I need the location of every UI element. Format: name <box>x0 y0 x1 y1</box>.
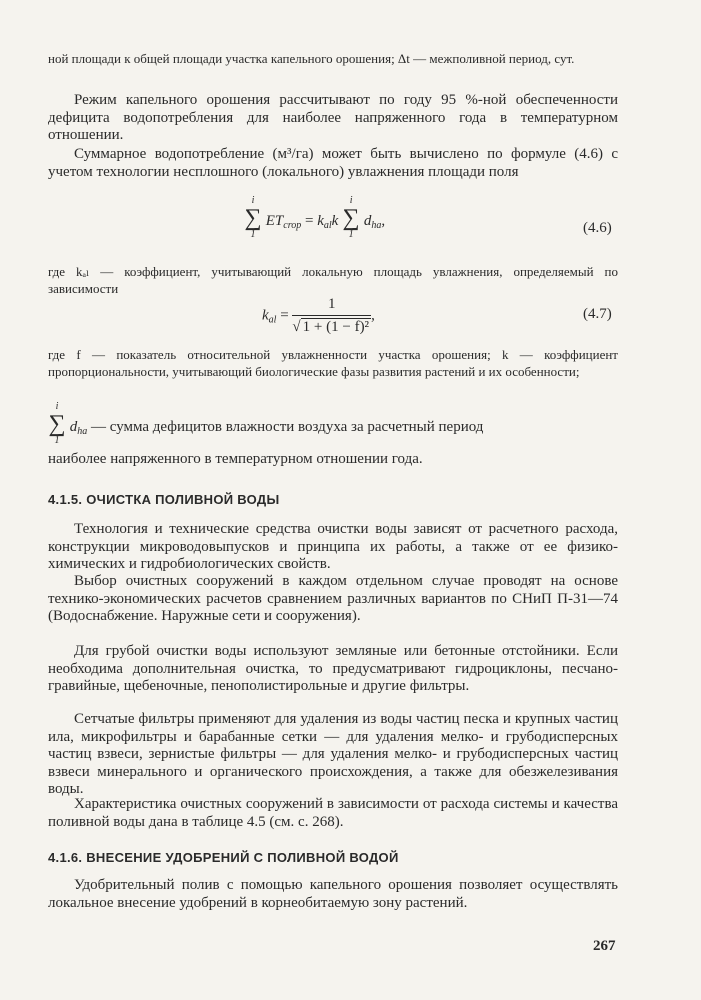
sum-symbol-3: i ∑ 1 <box>48 401 66 446</box>
formula-4-7: $k_{al}$ = $\frac{1}{\text{√ 1 + (1 − f)²}}$ , <box>262 296 375 335</box>
page-number: 267 <box>593 938 616 954</box>
paragraph-water-consumption: Суммарное водопотребление (м³/га) может быть вычислено по формуле (4.6) с учетом технологии несплошного (локального) увлажнения площади поля <box>48 146 618 180</box>
paragraph-rough-cleaning: Для грубой очистки воды используют земляные или бетонные отстойники. Если необходима дополнительная очистка, то предусматривают гидроциклоны, песчано-гравийные, щебеночные, пенополистирольные и другие фильтры. <box>48 643 618 694</box>
section-heading-4-1-6: 4.1.6. ВНЕСЕНИЕ УДОБРЕНИЙ С ПОЛИВНОЙ ВОДОЙ <box>48 850 399 865</box>
sum-definition-line2: наиболее напряженного в температурном отношении года. <box>48 451 423 467</box>
top-paragraph: ной площади к общей площади участка капельного орошения; Δt — межполивной период, сут. <box>48 51 575 66</box>
paragraph-characteristics: Характеристика очистных сооружений в зависимости от расхода системы и качества поливной воды дана в таблице 4.5 (см. с. 268). <box>48 796 618 830</box>
paragraph-fertilizer: Удобрительный полив с помощью капельного орошения позволяет осуществлять локальное внесение удобрений в корнеобитаемую зону растений. <box>48 877 618 911</box>
fraction: $\frac{1}{\text{√ 1 + (1 − f)²}}$ <box>292 296 370 335</box>
sum-symbol-2: i ∑ 1 <box>342 195 360 240</box>
where-f-k: где f — показатель относительной увлажненности участка орошения; k — коэффициент пропорциональности, учитывающий биологические фазы развития растений и их особенности; <box>48 347 618 379</box>
where-kal: где kₐₗ — коэффициент, учитывающий локальную площадь увлажнения, определяемый по зависимости <box>48 264 618 296</box>
paragraph-regime: Режим капельного орошения рассчитывают по году 95 %-ной обеспеченности дефицита водопотребления для наиболее напряженного года в температурном отношении. <box>48 92 618 143</box>
section-heading-4-1-5: 4.1.5. ОЧИСТКА ПОЛИВНОЙ ВОДЫ <box>48 492 280 507</box>
equation-number-4-6: (4.6) <box>583 220 612 236</box>
formula-4-6: i ∑ 1 $ET_{crop} = k_{al}k$ i ∑ 1 $d_{ha}$, <box>244 195 386 240</box>
paragraph-technology: Технология и технические средства очистки воды зависят от расчетного расхода, конструкции микроводовыпусков и принципа их работы, а также от ее физико-химических и гидробиологических свойств. <box>48 521 618 572</box>
paragraph-selection: Выбор очистных сооружений в каждом отдельном случае проводят на основе технико-экономических расчетов сравнением различных вариантов по СНиП П-31—74 (Водоснабжение. Наружные сети и сооружения). <box>48 573 618 624</box>
paragraph-mesh-filters: Сетчатые фильтры применяют для удаления из воды частиц песка и крупных частиц ила, микрофильтры и барабанные сетки — для удаления мелко- и грубодисперсных частиц взвеси, зернистые фильтры — для удаления мелко- и грубодисперсных частиц взвеси минерального и органического происхождения, а также для обезжелезивания воды. <box>48 711 618 797</box>
equation-number-4-7: (4.7) <box>583 306 612 322</box>
sum-symbol: i ∑ 1 <box>244 195 262 240</box>
sum-definition: i ∑ 1 $d_{ha}$ — сумма дефицитов влажности воздуха за расчетный период <box>48 401 484 446</box>
